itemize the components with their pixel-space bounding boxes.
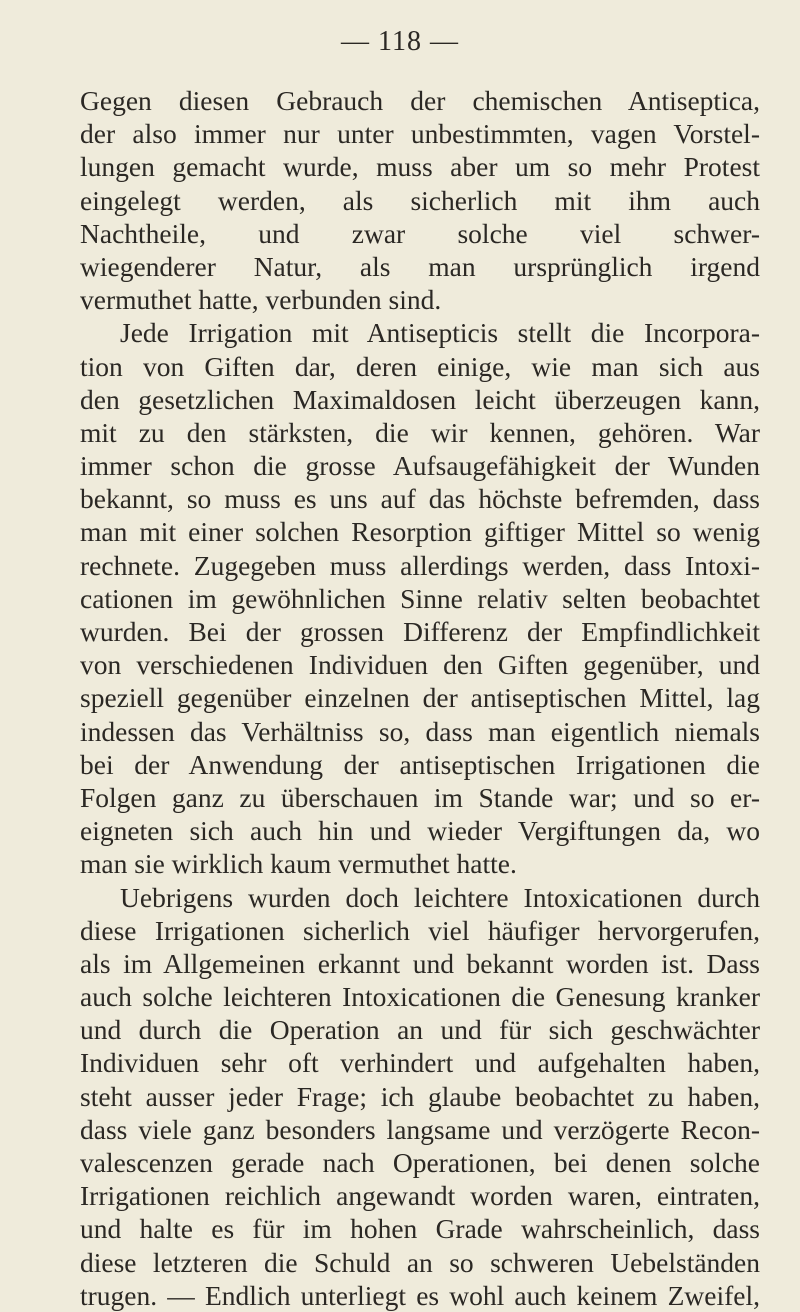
text-line: wiegenderer Natur, als man ursprünglich irgend — [80, 250, 760, 282]
text-line: Gegen diesen Gebrauch der chemischen Antiseptica, — [80, 85, 760, 116]
text-line: Jede Irrigation mit Antisepticis stellt die Incorpora- — [120, 317, 760, 349]
text-line: vermuthet hatte, verbunden sind. — [80, 284, 442, 316]
text-line: eingelegt werden, als sicherlich mit ihm auch — [80, 184, 760, 216]
text-line: rechnete. Zugegeben muss allerdings werden, dass Intoxi- — [80, 549, 760, 581]
text-line: diese Irrigationen sicherlich viel häufiger hervorgerufen, — [80, 914, 760, 946]
text-line: lungen gemacht wurde, muss aber um so mehr Protest — [80, 151, 760, 183]
text-line: Folgen ganz zu überschauen im Stande war; und so er- — [80, 781, 760, 813]
text-line: Uebrigens wurden doch leichtere Intoxicationen durch — [120, 881, 760, 913]
text-line: Irrigationen reichlich angewandt worden waren, eintraten, — [80, 1180, 760, 1212]
text-line: wurden. Bei der grossen Differenz der Empfindlichkeit — [80, 616, 760, 647]
body-text — [80, 84, 760, 1312]
text-line: steht ausser jeder Frage; ich glaube beobachtet zu haben, — [80, 1080, 760, 1112]
text-line: und halte es für im hohen Grade wahrscheinlich, dass — [80, 1213, 760, 1245]
text-line: eigneten sich auch hin und wieder Vergiftungen da, wo — [80, 815, 760, 847]
text-line: diese letzteren die Schuld an so schweren Uebelständen — [80, 1246, 760, 1278]
text-line: cationen im gewöhnlichen Sinne relativ selten beobachtet — [80, 582, 760, 614]
text-line: der also immer nur unter unbestimmten, vagen Vorstel- — [80, 118, 760, 150]
text-line: man sie wirklich kaum vermuthet hatte. — [80, 848, 517, 880]
text-line: Individuen sehr oft verhindert und aufgehalten haben, — [80, 1047, 760, 1079]
text-line: Nachtheile, und zwar solche viel schwer- — [80, 217, 760, 249]
text-line: immer schon die grosse Aufsaugefähigkeit der Wunden — [80, 450, 760, 482]
page-number: — 118 — — [341, 26, 459, 57]
text-line: dass viele ganz besonders langsame und verzögerte Recon- — [80, 1113, 760, 1145]
text-line: auch solche leichteren Intoxicationen die Genesung kranker — [80, 981, 760, 1013]
text-line: tion von Giften dar, deren einige, wie man sich aus — [80, 350, 760, 382]
text-line: und durch die Operation an und für sich geschwächter — [80, 1014, 760, 1046]
text-line: speziell gegenüber einzelnen der antiseptischen Mittel, lag — [80, 682, 760, 714]
text-line: man mit einer solchen Resorption giftiger Mittel so wenig — [80, 516, 760, 548]
text-line: valescenzen gerade nach Operationen, bei denen solche — [80, 1147, 760, 1178]
text-line: von verschiedenen Individuen den Giften gegenüber, und — [80, 649, 760, 681]
text-line: mit zu den stärksten, die wir kennen, gehören. War — [80, 416, 760, 448]
text-line: indessen das Verhältniss so, dass man eigentlich niemals — [80, 715, 760, 747]
text-line: trugen. — Endlich unterliegt es wohl auch keinem Zweifel, — [80, 1279, 760, 1311]
text-line: als im Allgemeinen erkannt und bekannt worden ist. Dass — [80, 947, 760, 979]
text-line: den gesetzlichen Maximaldosen leicht überzeugen kann, — [80, 383, 760, 415]
text-line: bei der Anwendung der antiseptischen Irrigationen die — [80, 748, 760, 780]
text-line: bekannt, so muss es uns auf das höchste befremden, dass — [80, 483, 760, 515]
